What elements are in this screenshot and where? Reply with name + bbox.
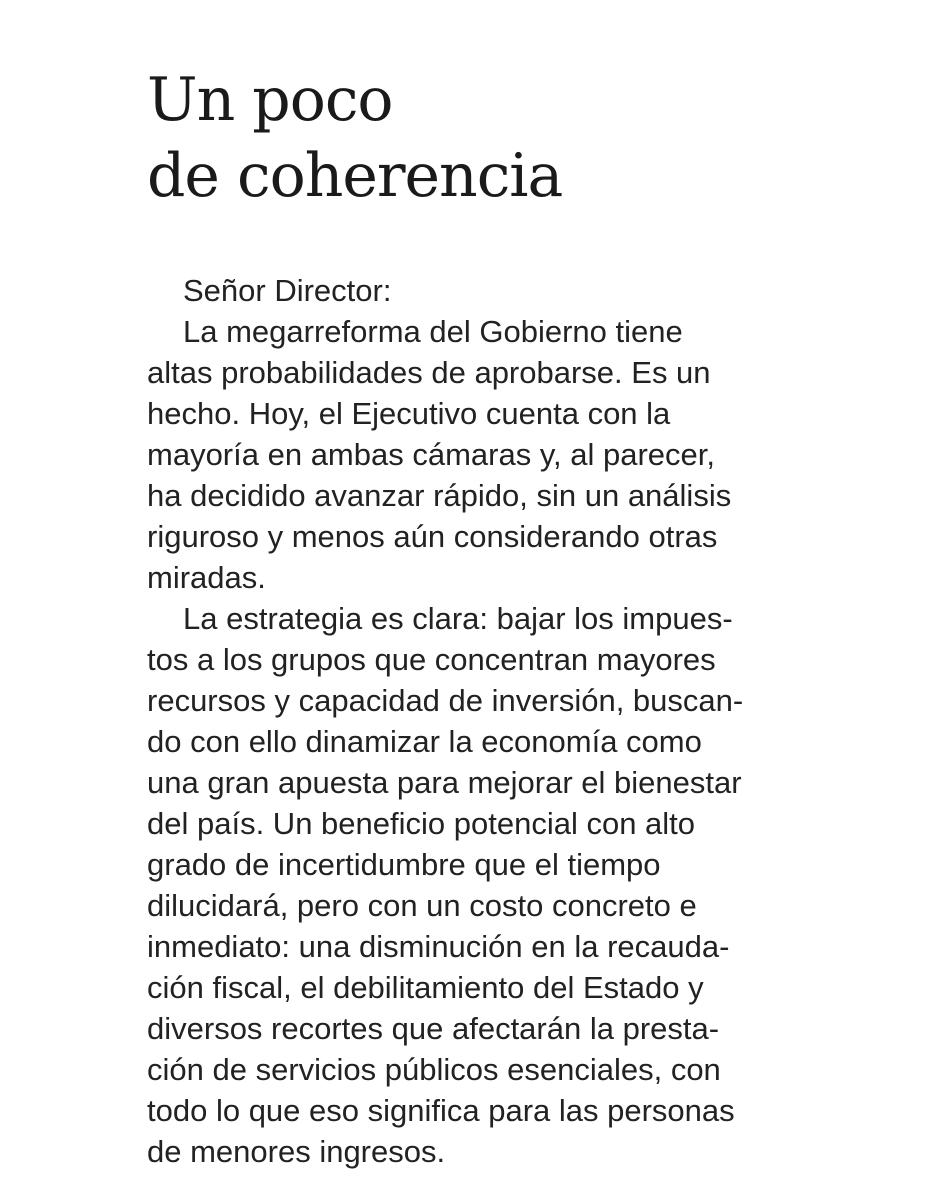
body-line: recursos y capacidad de inversión, buscan- <box>147 683 744 718</box>
body-line: La estrategia es clara: bajar los impues- <box>183 601 733 636</box>
body-line: grado de incertidumbre que el tiempo <box>147 847 661 882</box>
body-line: altas probabilidades de aprobarse. Es un <box>147 355 711 390</box>
body-line: de menores ingresos. <box>147 1134 446 1169</box>
body-line: mayoría en ambas cámaras y, al parecer, <box>147 437 716 472</box>
body-line: tos a los grupos que concentran mayores <box>147 642 716 677</box>
headline-line: de coherencia <box>147 141 563 211</box>
body-line: do con ello dinamizar la economía como <box>147 724 702 759</box>
headline <box>147 62 562 214</box>
body-line: Señor Director: <box>183 273 392 308</box>
body-line: riguroso y menos aún considerando otras <box>147 519 718 554</box>
body-line: ción fiscal, el debilitamiento del Estado y <box>147 970 704 1005</box>
body-line: ha decidido avanzar rápido, sin un análisis <box>147 478 732 513</box>
body-line: inmediato: una disminución en la recauda- <box>147 929 730 964</box>
body-line: miradas. <box>147 560 266 595</box>
body-line: dilucidará, pero con un costo concreto e <box>147 888 697 923</box>
body-line: diversos recortes que afectarán la presta- <box>147 1011 720 1046</box>
body-line: hecho. Hoy, el Ejecutivo cuenta con la <box>147 396 671 431</box>
body-line: una gran apuesta para mejorar el bienestar <box>147 765 742 800</box>
body-line: todo lo que eso significa para las personas <box>147 1093 735 1128</box>
headline-line: Un poco <box>147 65 393 135</box>
body-line: del país. Un beneficio potencial con alto <box>147 806 696 841</box>
letter-body <box>147 270 767 1172</box>
body-line: ción de servicios públicos esenciales, con <box>147 1052 721 1087</box>
body-line: La megarreforma del Gobierno tiene <box>183 314 683 349</box>
